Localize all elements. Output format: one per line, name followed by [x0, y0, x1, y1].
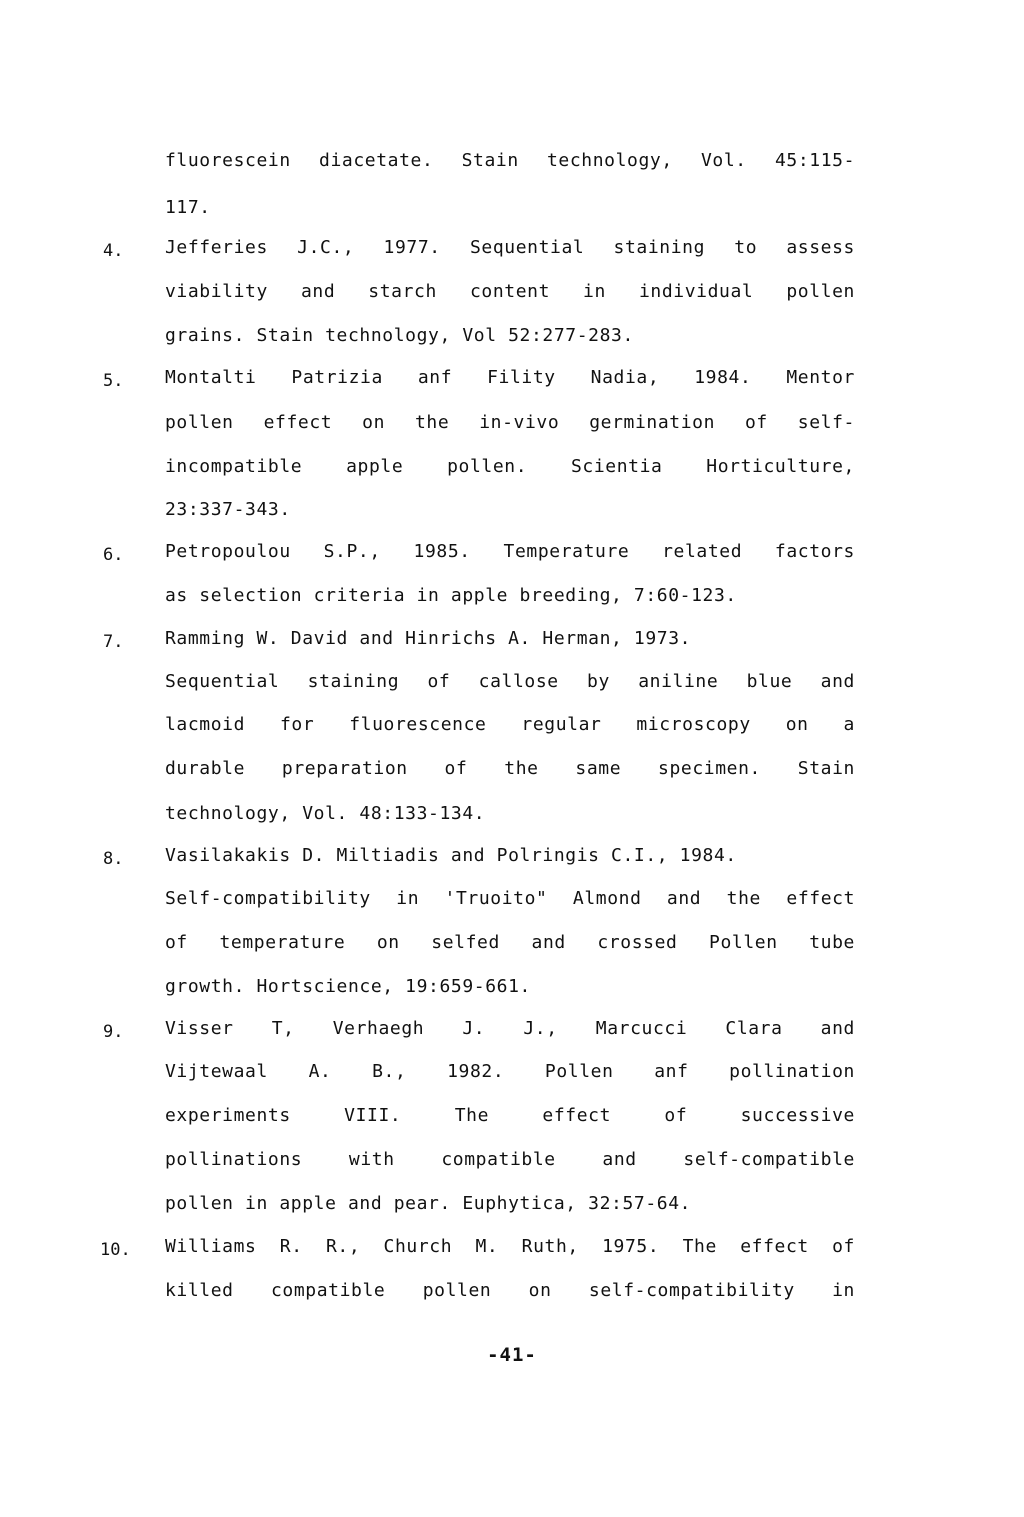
reference-4-number: 4. [103, 241, 124, 261]
reference-10-line-1: Williams R. R., Church M. Ruth, 1975. The effect of [165, 1236, 855, 1257]
reference-5-line-4: 23:337-343. [165, 499, 291, 520]
reference-7-number: 7. [103, 632, 124, 652]
reference-9-line-5: pollen in apple and pear. Euphytica, 32:57-64. [165, 1193, 692, 1214]
reference-5-line-1: Montalti Patrizia anf Fility Nadia, 1984. Mentor [165, 367, 855, 388]
reference-4-line-2: viability and starch content in individual pollen [165, 281, 855, 302]
reference-9-line-3: experiments VIII. The effect of successive [165, 1105, 855, 1126]
reference-8-number: 8. [103, 849, 124, 869]
reference-6-line-1: Petropoulou S.P., 1985. Temperature related factors [165, 541, 855, 562]
reference-3-line-2: 117. [165, 197, 211, 218]
reference-3-line-1: fluorescein diacetate. Stain technology, Vol. 45:115- [165, 150, 855, 171]
reference-8-line-4: growth. Hortscience, 19:659-661. [165, 976, 531, 997]
reference-10-number: 10. [100, 1240, 131, 1260]
reference-9-number: 9. [103, 1022, 124, 1042]
reference-7-line-1: Ramming W. David and Hinrichs A. Herman, 1973. [165, 628, 692, 649]
reference-8-line-2: Self-compatibility in 'Truoito" Almond and the effect [165, 888, 855, 909]
reference-7-line-4: durable preparation of the same specimen. Stain [165, 758, 855, 779]
reference-8-line-3: of temperature on selfed and crossed Pollen tube [165, 932, 855, 953]
reference-6-line-2: as selection criteria in apple breeding, 7:60-123. [165, 585, 737, 606]
reference-4-line-3: grains. Stain technology, Vol 52:277-283. [165, 325, 634, 346]
reference-8-line-1: Vasilakakis D. Miltiadis and Polringis C.I., 1984. [165, 845, 737, 866]
reference-5-line-3: incompatible apple pollen. Scientia Horticulture, [165, 456, 855, 477]
reference-5-line-2: pollen effect on the in-vivo germination of self- [165, 412, 855, 433]
reference-4-line-1: Jefferies J.C., 1977. Sequential staining to assess [165, 237, 855, 258]
reference-7-line-3: lacmoid for fluorescence regular microscopy on a [165, 714, 855, 735]
reference-7-line-5: technology, Vol. 48:133-134. [165, 803, 486, 824]
reference-6-number: 6. [103, 545, 124, 565]
reference-7-line-2: Sequential staining of callose by aniline blue and [165, 671, 855, 692]
reference-10-line-2: killed compatible pollen on self-compatibility in [165, 1280, 855, 1301]
page-number: -41- [487, 1344, 537, 1366]
reference-9-line-1: Visser T, Verhaegh J. J., Marcucci Clara and [165, 1018, 855, 1039]
reference-9-line-4: pollinations with compatible and self-compatible [165, 1149, 855, 1170]
reference-9-line-2: Vijtewaal A. B., 1982. Pollen anf pollination [165, 1061, 855, 1082]
reference-5-number: 5. [103, 371, 124, 391]
